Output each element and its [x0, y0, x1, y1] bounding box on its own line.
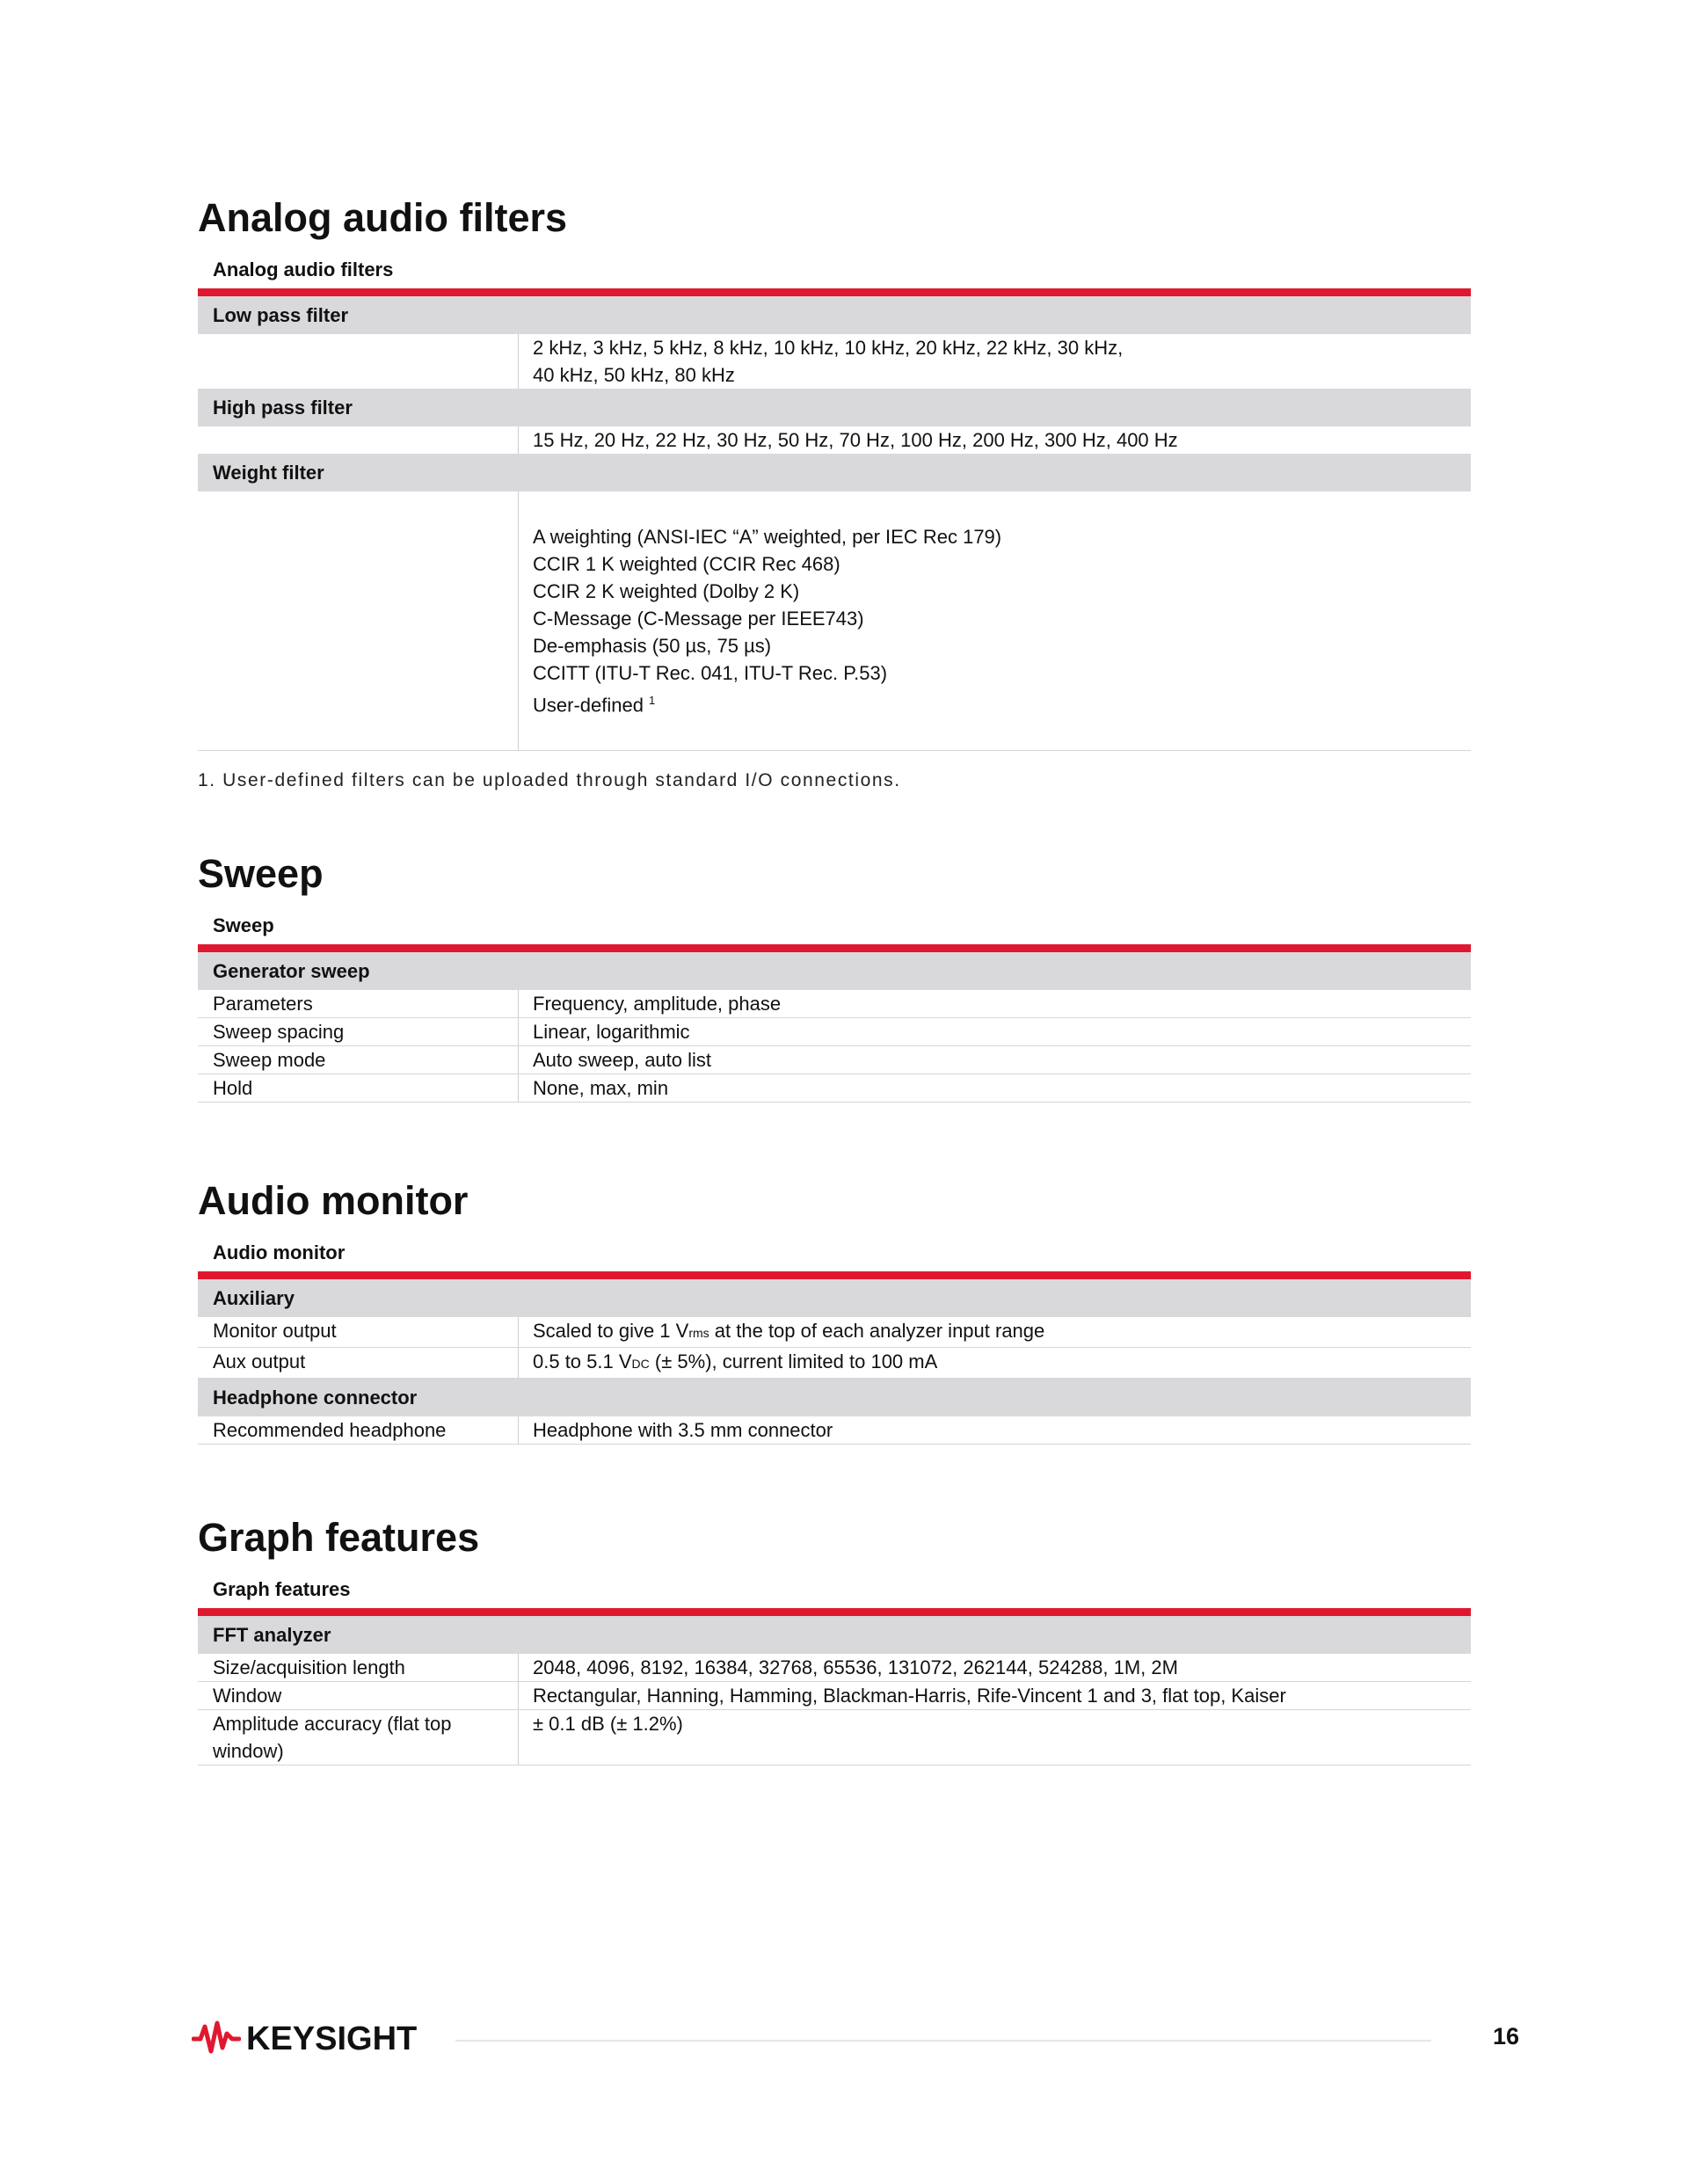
group-weight: Weight filter	[198, 454, 1471, 491]
value-subscript: DC	[631, 1357, 650, 1371]
weight-item: CCIR 2 K weighted (Dolby 2 K)	[533, 580, 800, 602]
page-heading-audio: Audio monitor	[198, 1178, 469, 1223]
row-key-empty	[198, 426, 519, 454]
low-pass-line-2: 40 kHz, 50 kHz, 80 kHz	[533, 364, 735, 386]
page-heading-sweep: Sweep	[198, 851, 324, 896]
row-value: Rectangular, Hanning, Hamming, Blackman-Harris, Rife-Vincent 1 and 3, flat top, Kaiser	[533, 1685, 1286, 1707]
row-key: Recommended headphone	[198, 1416, 519, 1444]
row-high-pass	[198, 426, 1471, 454]
weight-item: De-emphasis (50 µs, 75 µs)	[533, 635, 772, 657]
row-value: ± 0.1 dB (± 1.2%)	[533, 1713, 683, 1735]
row-value: Frequency, amplitude, phase	[533, 993, 782, 1015]
value-text: (± 5%), current limited to 100 mA	[649, 1350, 938, 1372]
value-text: at the top of each analyzer input range	[709, 1320, 1045, 1342]
row-value: Auto sweep, auto list	[533, 1049, 712, 1071]
red-rule	[198, 944, 1471, 952]
page-number: 16	[1492, 2023, 1519, 2049]
row-low-pass	[198, 334, 1471, 389]
weight-item: CCITT (ITU-T Rec. 041, ITU-T Rec. P.53)	[533, 662, 888, 684]
row-key: Amplitude accuracy (flat top window)	[198, 1710, 519, 1765]
footnote: 1. User-defined filters can be uploaded through standard I/O connections.	[198, 770, 901, 791]
table-row	[198, 1416, 1471, 1445]
table-title-analog: Analog audio filters	[213, 258, 394, 280]
weight-item: A weighting (ANSI-IEC “A” weighted, per IEC Rec 179)	[533, 526, 1002, 548]
value-subscript: rms	[688, 1326, 709, 1340]
graph-features-section	[198, 1515, 1471, 1765]
group-low-pass: Low pass filter	[198, 296, 1471, 334]
audio-monitor-section	[198, 1178, 1471, 1445]
keysight-logo	[192, 2018, 417, 2061]
row-key: Hold	[198, 1074, 519, 1102]
table-row	[198, 990, 1471, 1018]
sweep-section	[198, 851, 1471, 1103]
table-row	[198, 1654, 1471, 1682]
red-rule	[198, 1271, 1471, 1279]
page-heading-graph: Graph features	[198, 1515, 480, 1560]
high-pass-values: 15 Hz, 20 Hz, 22 Hz, 30 Hz, 50 Hz, 70 Hz, 100 Hz, 200 Hz, 300 Hz, 400 Hz	[533, 429, 1178, 451]
row-value: 2048, 4096, 8192, 16384, 32768, 65536, 131072, 262144, 524288, 1M, 2M	[533, 1656, 1178, 1678]
row-key: Aux output	[198, 1348, 519, 1378]
value-text: 0.5 to 5.1 V	[533, 1350, 632, 1372]
group-high-pass: High pass filter	[198, 389, 1471, 426]
table-row	[198, 1710, 1471, 1765]
low-pass-values	[519, 334, 1471, 389]
row-value	[519, 1317, 1471, 1347]
group-fft-analyzer: FFT analyzer	[198, 1616, 1471, 1654]
row-key: Parameters	[198, 990, 519, 1017]
red-rule	[198, 288, 1471, 296]
weight-item-label: User-defined	[533, 694, 644, 717]
row-value: Linear, logarithmic	[533, 1021, 690, 1043]
group-headphone-connector: Headphone connector	[198, 1379, 1471, 1416]
page-heading-analog: Analog audio filters	[198, 195, 568, 240]
weight-item: C-Message (C-Message per IEEE743)	[533, 608, 864, 630]
row-key: Monitor output	[198, 1317, 519, 1347]
row-key: Sweep mode	[198, 1046, 519, 1074]
row-value	[519, 1348, 1471, 1378]
keysight-wave-icon	[192, 2018, 241, 2061]
weight-item: CCIR 1 K weighted (CCIR Rec 468)	[533, 553, 840, 575]
table-row	[198, 1348, 1471, 1379]
row-value: Headphone with 3.5 mm connector	[533, 1419, 833, 1441]
table-row	[198, 1317, 1471, 1348]
row-key: Size/acquisition length	[198, 1654, 519, 1681]
red-rule	[198, 1608, 1471, 1616]
low-pass-line-1: 2 kHz, 3 kHz, 5 kHz, 8 kHz, 10 kHz, 10 kHz, 20 kHz, 22 kHz, 30 kHz,	[533, 337, 1124, 359]
weight-values	[519, 491, 1471, 750]
row-key-empty	[198, 491, 519, 750]
logo-text: KEYSIGHT	[246, 2020, 418, 2057]
page-footer	[192, 2018, 1519, 2062]
table-title-graph: Graph features	[213, 1578, 351, 1600]
table-title-sweep: Sweep	[213, 914, 274, 936]
row-value: None, max, min	[533, 1077, 669, 1099]
footnote-mark: 1	[648, 694, 656, 707]
footer-divider	[455, 2040, 1431, 2042]
table-row	[198, 1046, 1471, 1074]
table-title-audio: Audio monitor	[213, 1241, 346, 1263]
group-auxiliary: Auxiliary	[198, 1279, 1471, 1317]
row-key: Window	[198, 1682, 519, 1709]
group-generator-sweep: Generator sweep	[198, 952, 1471, 990]
table-row	[198, 1018, 1471, 1046]
row-key-empty	[198, 334, 519, 389]
row-key: Sweep spacing	[198, 1018, 519, 1045]
value-text: Scaled to give 1 V	[533, 1320, 689, 1342]
row-weight	[198, 491, 1471, 751]
analog-filters-section	[198, 195, 1471, 791]
table-row	[198, 1074, 1471, 1103]
weight-item-user-defined	[533, 687, 1471, 718]
table-row	[198, 1682, 1471, 1710]
